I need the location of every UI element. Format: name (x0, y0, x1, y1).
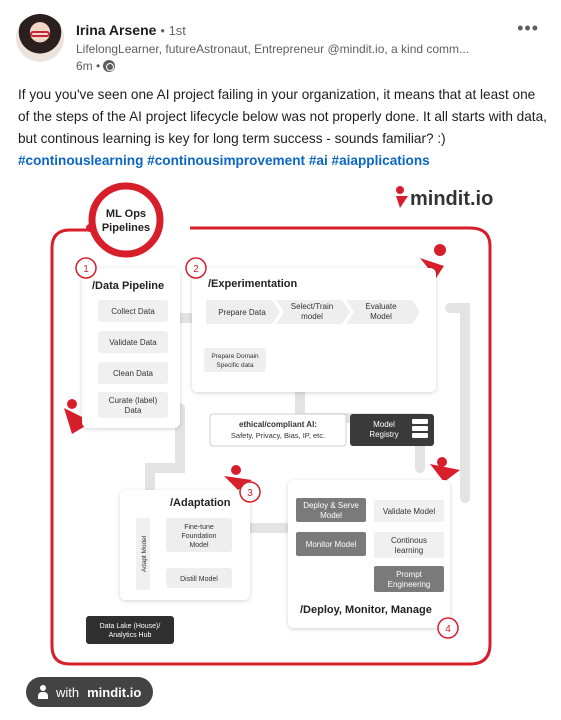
data-lake-2: Analytics Hub (108, 632, 152, 639)
prepare-domain-1: Prepare Domain (211, 353, 259, 360)
hub-title-1: ML Ops (105, 208, 147, 220)
prompt-eng-1: Prompt (396, 570, 422, 579)
author-name-row (76, 22, 186, 38)
registry-label-1: Model (373, 420, 395, 429)
hashtag-link[interactable]: #continouslearning (18, 153, 144, 168)
continuous-2: learning (394, 546, 424, 555)
hashtag-list (18, 153, 430, 168)
mlops-infographic (0, 168, 561, 680)
more-options-icon[interactable]: ••• (517, 18, 539, 38)
hub-title-2: Pipelines (101, 222, 151, 234)
hashtag-link[interactable]: #aiapplications (331, 153, 430, 168)
post-body (18, 84, 548, 172)
ethics-detail: Safety, Privacy, Bias, IP, etc. (230, 431, 326, 440)
author-avatar[interactable] (16, 14, 64, 62)
validate-model-step: Validate Model (382, 507, 436, 516)
curate-step-1: Curate (label) (108, 396, 158, 405)
data-lake-box (86, 616, 174, 644)
post-image[interactable] (0, 168, 561, 680)
prepare-domain-2: Specific data (216, 362, 254, 369)
step-3-badge: 3 (247, 488, 253, 499)
distill-model-step: Distill Model (180, 576, 218, 583)
prepare-data-step: Prepare Data (218, 308, 266, 317)
hashtag-link[interactable]: #ai (308, 153, 328, 168)
select-train-step-2: model (301, 312, 323, 321)
data-lake-1: Data Lake (House)/ (99, 623, 161, 630)
curate-step-2: Data (124, 406, 142, 415)
finetune-1: Fine-tune (184, 524, 214, 531)
globe-icon (103, 60, 115, 72)
deploy-serve-2: Model (320, 511, 342, 520)
author-headline: LifelongLearner, futureAstronaut, Entrepreneur @mindit.io, a kind comm... (76, 42, 470, 56)
tagged-company-chip[interactable] (26, 677, 153, 707)
connection-degree: • 1st (160, 22, 186, 38)
post-meta (76, 59, 115, 73)
select-train-step-1: Select/Train (290, 302, 334, 311)
prompt-eng-2: Engineering (387, 580, 431, 589)
person-icon (38, 685, 48, 699)
step-1-badge: 1 (83, 264, 89, 275)
step-4-badge: 4 (445, 624, 451, 635)
brand-logo: mindit.io (410, 188, 494, 210)
adapt-model-label: Adapt Model (141, 535, 148, 573)
experimentation-title: /Experimentation (208, 278, 298, 290)
validate-data-step: Validate Data (109, 338, 157, 347)
tag-company: mindit.io (87, 684, 142, 700)
deploy-title: /Deploy, Monitor, Manage (300, 604, 432, 616)
ethics-title: ethical/compliant AI: (239, 420, 317, 429)
monitor-model-step: Monitor Model (305, 540, 357, 549)
deploy-serve-1: Deploy & Serve (303, 501, 359, 510)
evaluate-step-2: Model (370, 312, 392, 321)
adaptation-title: /Adaptation (170, 497, 231, 509)
clean-data-step: Clean Data (112, 369, 154, 378)
post-text: If you you've seen one AI project failing in your organization, it means that at least one of the steps of the AI project lifecycle below was not properly done. It all starts with data, but continous learning is key for long term success - sounds familiar? :) (18, 87, 547, 146)
evaluate-step-1: Evaluate (365, 302, 397, 311)
database-icon (412, 419, 428, 438)
finetune-2: Foundation (181, 533, 217, 540)
collect-data-step: Collect Data (111, 307, 155, 316)
step-2-badge: 2 (193, 264, 199, 275)
registry-label-2: Registry (369, 430, 399, 439)
data-pipeline-title: /Data Pipeline (92, 280, 165, 292)
author-name[interactable]: Irina Arsene (76, 22, 157, 38)
finetune-3: Model (189, 542, 209, 549)
post-time: 6m • (76, 59, 101, 73)
tag-prefix: with (56, 684, 80, 700)
glasses-decoration (30, 31, 50, 37)
hashtag-link[interactable]: #continousimprovement (147, 153, 306, 168)
continuous-1: Continous (390, 536, 428, 545)
